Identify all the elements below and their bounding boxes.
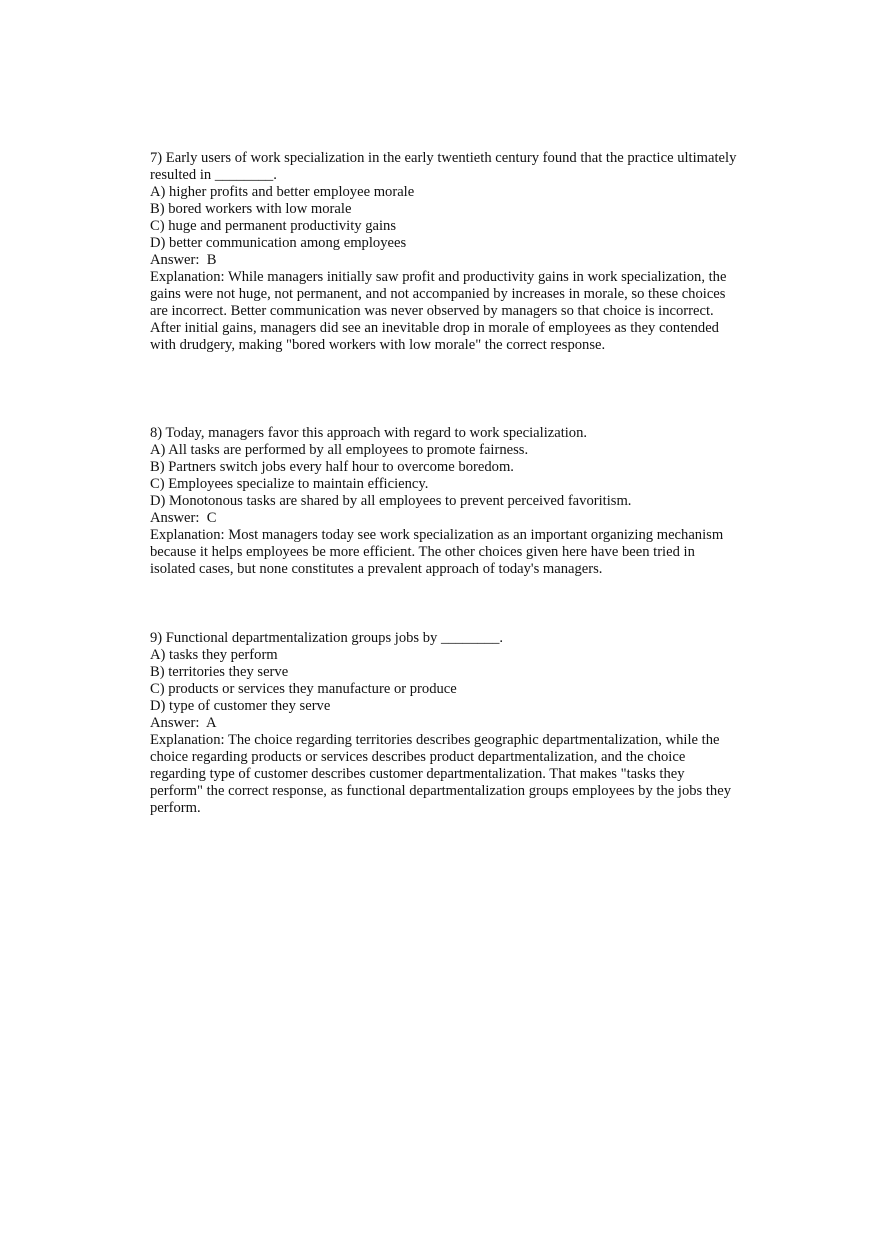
option-d: D) type of customer they serve xyxy=(150,698,331,714)
question-stem: 9) Functional departmentalization groups jobs by ________. xyxy=(150,630,504,646)
option-c: C) huge and permanent productivity gains xyxy=(150,218,397,234)
option-c: C) products or services they manufacture or produce xyxy=(150,681,457,697)
question-stem: 8) Today, managers favor this approach with regard to work specialization. xyxy=(150,425,588,441)
option-c: C) Employees specialize to maintain efficiency. xyxy=(150,476,429,492)
option-a: A) tasks they perform xyxy=(150,647,278,663)
option-d: D) Monotonous tasks are shared by all employees to prevent perceived favoritism. xyxy=(150,493,632,509)
explanation: Explanation: While managers initially saw profit and productivity gains in work specialization, the gains were not huge, not permanent, and not accompanied by increases in morale, so these choices are incorrect. Better communication was never observed by managers so that choice is incorrect. After initial gains, managers did see an inevitable drop in morale of employees as they contended with drudgery, making "bored workers with low morale" the correct response. xyxy=(150,269,727,353)
option-a: A) All tasks are performed by all employees to promote fairness. xyxy=(150,442,529,458)
option-b: B) Partners switch jobs every half hour to overcome boredom. xyxy=(150,459,514,475)
question-7 xyxy=(150,150,740,354)
option-b: B) bored workers with low morale xyxy=(150,201,352,217)
answer: Answer: A xyxy=(150,715,217,731)
explanation: Explanation: The choice regarding territories describes geographic departmentalization, while the choice regarding products or services describes product departmentalization, and the choice regarding type of customer describes customer departmentalization. That makes "tasks they perform" the correct response, as functional departmentalization groups employees by the jobs they perform. xyxy=(150,732,732,816)
option-a: A) higher profits and better employee morale xyxy=(150,184,415,200)
question-8 xyxy=(150,425,740,578)
question-stem: 7) Early users of work specialization in the early twentieth century found that the practice ultimately resulted in ________. xyxy=(150,150,741,183)
question-9 xyxy=(150,630,740,817)
option-d: D) better communication among employees xyxy=(150,235,407,251)
answer: Answer: B xyxy=(150,252,217,268)
answer: Answer: C xyxy=(150,510,217,526)
explanation: Explanation: Most managers today see work specialization as an important organizing mechanism because it helps employees be more efficient. The other choices given here have been tried in isolated cases, but none constitutes a prevalent approach of today's managers. xyxy=(150,527,724,577)
option-b: B) territories they serve xyxy=(150,664,289,680)
